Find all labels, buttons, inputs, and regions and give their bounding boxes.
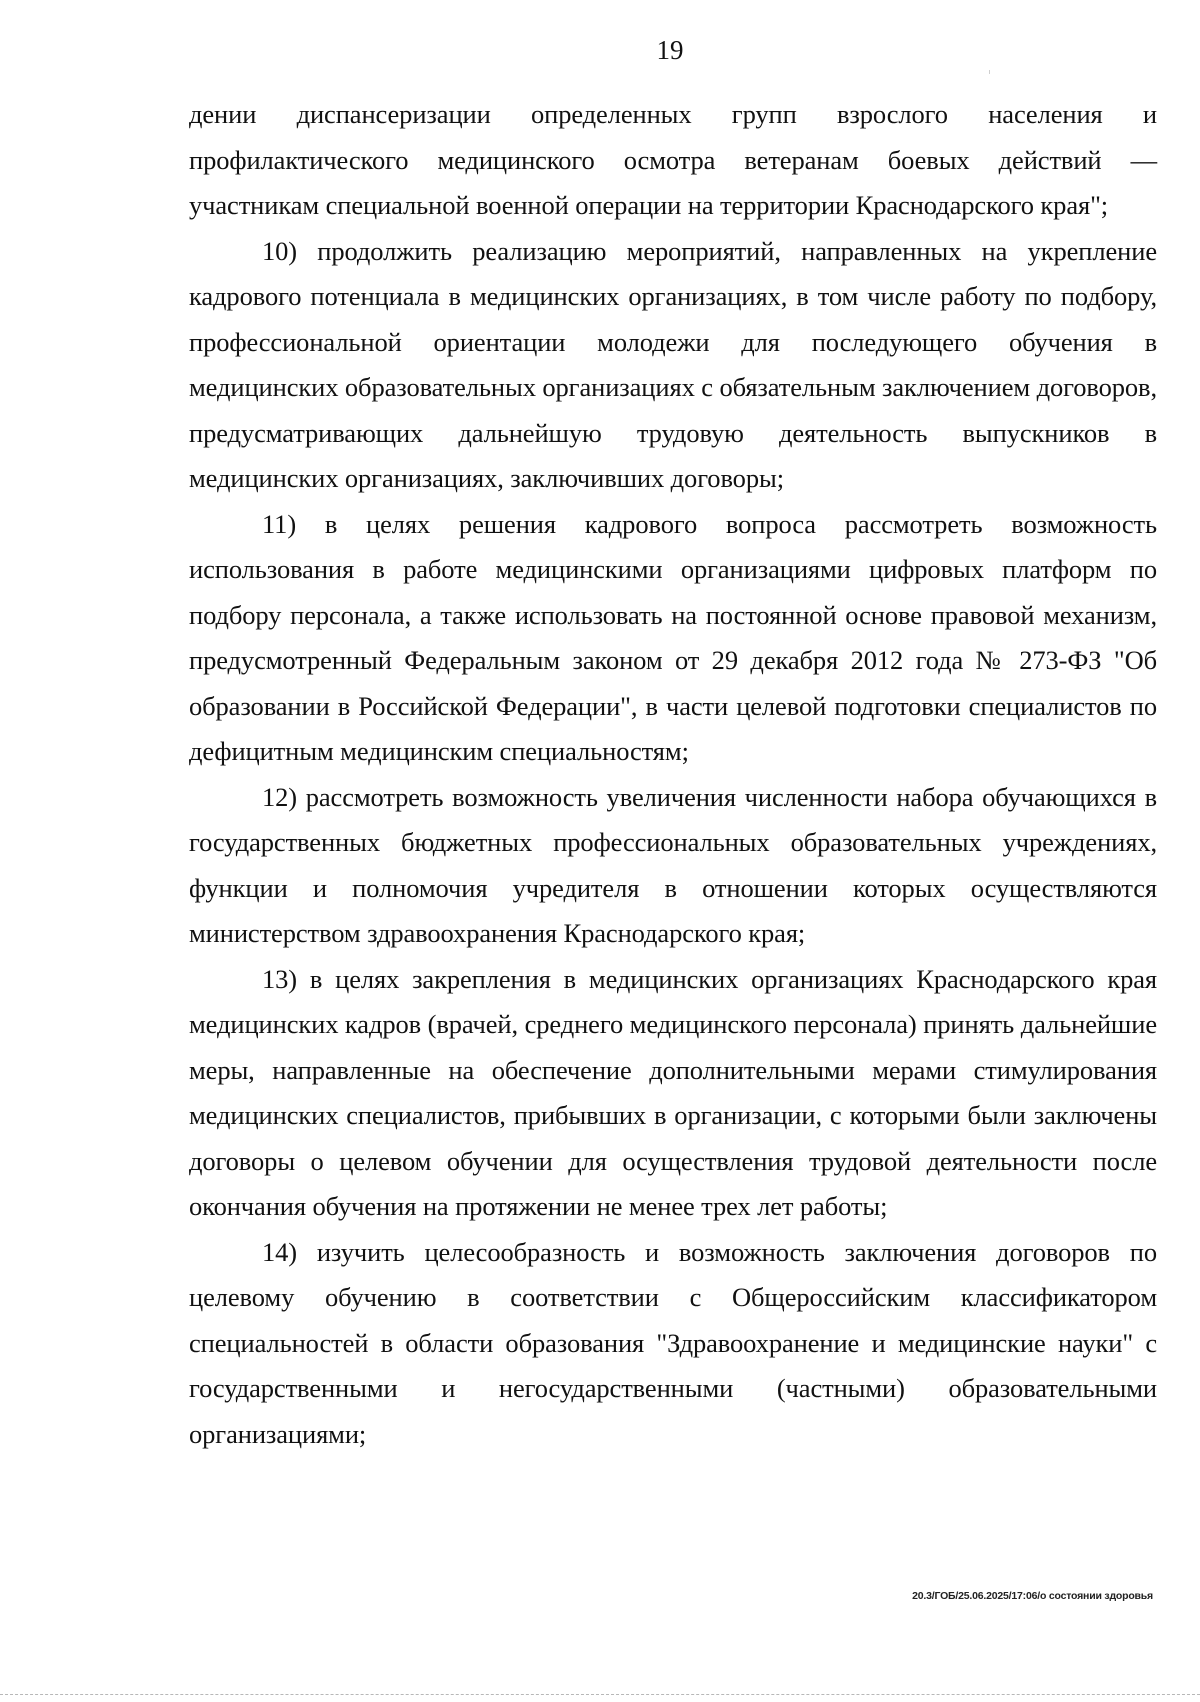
scan-speck bbox=[989, 70, 990, 74]
paragraph-item-10: 10) продолжить реализацию мероприятий, направленных на укрепление кадрового потенциала в медицинских организациях, в том числе работу по подбору, профессиональной ориентации молодежи для последующего обучения в медицинских образовательных организациях с обязательным заключением договоров, предусматривающих дальнейшую трудовую деятельность выпускников в медицинских организациях, заключивших договоры; bbox=[189, 235, 1157, 493]
paragraph-item-14: 14) изучить целесообразность и возможность заключения договоров по целевому обучению в соответствии с Общероссийским классификатором специальностей в области образования "Здравоохранение и медицинские науки" с государственными и негосударственными (частными) образовательными организациями; bbox=[189, 1236, 1157, 1449]
paragraph-item-11: 11) в целях решения кадрового вопроса рассмотреть возможность использования в работе медицинскими организациями цифровых платформ по подбору персонала, а также использовать на постоянной основе правовой механизм, предусмотренный Федеральным законом от 29 декабря 2012 года № 273-ФЗ "Об образовании в Российской Федерации", в части целевой подготовки специалистов по дефицитным медицинским специальностям; bbox=[189, 508, 1157, 766]
document-footer-code: 20.3/ГОБ/25.06.2025/17:06/о состоянии здоровья bbox=[912, 1590, 1153, 1602]
scan-edge-line bbox=[0, 1694, 1200, 1696]
paragraph-continuation: дении диспансеризации определенных групп взрослого населения и профилактического медицинского осмотра ветеранам боевых действий — участникам специальной военной операции на территории Краснодарского края"; bbox=[189, 99, 1157, 220]
paragraph-item-12: 12) рассмотреть возможность увеличения численности набора обучающихся в государственных бюджетных профессиональных образовательных учреждениях, функции и полномочия учредителя в отношении которых осуществляются министерством здравоохранения Краснодарского края; bbox=[189, 781, 1157, 948]
paragraph-item-13: 13) в целях закрепления в медицинских организациях Краснодарского края медицинских кадров (врачей, среднего медицинского персонала) принять дальнейшие меры, направленные на обеспечение дополнительными мерами стимулирования медицинских специалистов, прибывших в организации, с которыми были заключены договоры о целевом обучении для осуществления трудовой деятельности после окончания обучения на протяжении не менее трех лет работы; bbox=[189, 963, 1157, 1221]
document-body bbox=[189, 92, 1157, 1457]
page-number: 19 bbox=[656, 35, 684, 65]
